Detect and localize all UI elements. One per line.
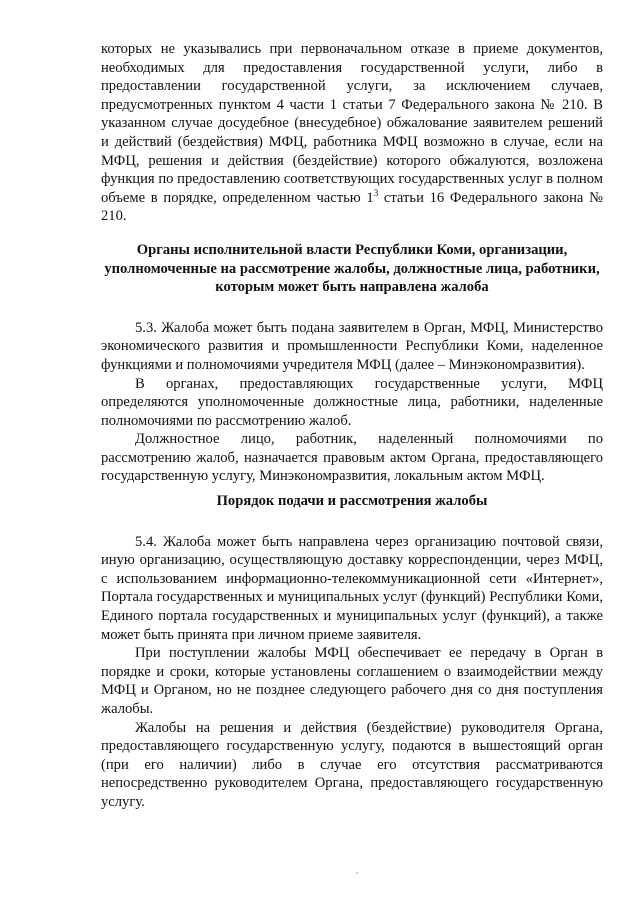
scan-speck: [356, 872, 358, 874]
section-heading-bodies: Органы исполнительной власти Республики Коми, организации, уполномоченные на рассмотрение жалобы, должностные лица, работники, которым может быть направлена жалоба: [104, 241, 600, 296]
paragraph-organs: В органах, предоставляющих государственные услуги, МФЦ определяются уполномоченные должностные лица, работники, наделенные полномочиями по рассмотрению жалоб.: [101, 375, 603, 429]
superscript-number: 3: [373, 187, 379, 198]
paragraph-intro-text: которых не указывались при первоначальном отказе в приеме документов, необходимых для предоставления государственной услуги, либо в предоставлении государственной услуги, за исключением случаев, предусмотренных пунктом 4 части 1 статьи 7 Федерального закона № 210. В указанном случае досудебное (внесудебное) обжалование заявителем решений и действий (бездействия) МФЦ, работника МФЦ возможно в случае, если на МФЦ, решения и действия (бездействие) которого обжалуются, возложена функция по предоставлению соответствующих государственных услуг в полном объеме в порядке, определенном частью 1: [101, 41, 603, 206]
paragraph-receipt: При поступлении жалобы МФЦ обеспечивает ее передачу в Орган в порядке и сроки, которые установлены соглашением о взаимодействии между МФЦ и Органом, но не позднее следующего рабочего дня со дня поступления жалобы.: [101, 645, 603, 717]
paragraph-intro: [101, 40, 603, 226]
document-page: [101, 40, 603, 812]
paragraph-official: Должностное лицо, работник, наделенный полномочиями по рассмотрению жалоб, назначается правовым актом Органа, предоставляющего государственную услугу, Минэкономразвития, локальным актом МФЦ.: [101, 431, 603, 485]
paragraph-intro-tail: статьи 16 Федерального закона № 210.: [101, 189, 603, 225]
paragraph-head: Жалобы на решения и действия (бездействие) руководителя Органа, предоставляющего государственную услугу, подаются в вышестоящий орган (при его наличии) либо в случае его отсутствия рассматриваются непосредственно руководителем Органа, предоставляющего государственную услугу.: [101, 719, 603, 810]
paragraph-5-4: 5.4. Жалоба может быть направлена через организацию почтовой связи, иную организацию, осуществляющую доставку корреспонденции, через МФЦ, с использованием информационно-телекоммуникационной сети «Интернет», Портала государственных и муниципальных услуг (функций) Республики Коми, Единого портала государственных и муниципальных услуг (функций), а также может быть принята при личном приеме заявителя.: [101, 533, 603, 643]
paragraph-5-3: 5.3. Жалоба может быть подана заявителем в Орган, МФЦ, Министерство экономического развития и промышленности Республики Коми, наделенное функциями и полномочиями учредителя МФЦ (далее – Минэкономразвития).: [101, 319, 603, 373]
section-heading-procedure: Порядок подачи и рассмотрения жалобы: [216, 493, 488, 510]
